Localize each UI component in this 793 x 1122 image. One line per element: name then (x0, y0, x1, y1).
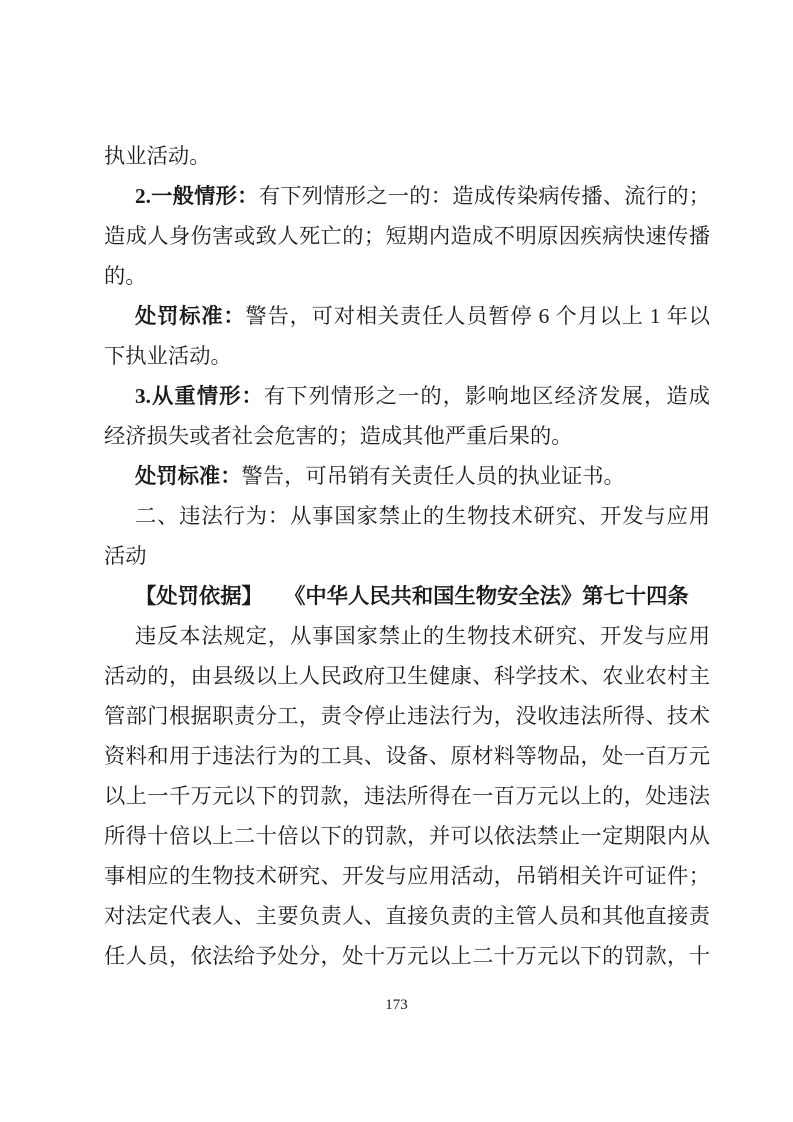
text-run: 活动 (104, 544, 147, 568)
text-run: 所得十倍以上二十倍以下的罚款，并可以依法禁止一定期限内从 (104, 824, 710, 848)
text-line (104, 776, 710, 816)
bold-run: 处罚标准： (135, 304, 246, 328)
text-run: 二、违法行为：从事国家禁止的生物技术研究、开发与应用 (135, 504, 710, 528)
bold-run: 3.从重情形： (135, 384, 264, 408)
document-body-text (104, 136, 710, 976)
text-line (104, 936, 710, 976)
text-line (104, 656, 710, 696)
bold-run: 2.一般情形： (135, 184, 259, 208)
text-line (104, 896, 710, 936)
text-line (104, 816, 710, 856)
text-line (104, 536, 710, 576)
text-run: 经济损失或者社会危害的；造成其他严重后果的。 (104, 424, 573, 448)
page-number: 173 (385, 997, 408, 1013)
text-line (104, 856, 710, 896)
text-line (104, 736, 710, 776)
text-run: 管部门根据职责分工，责令停止违法行为，没收违法所得、技术 (104, 704, 710, 728)
text-run: 对法定代表人、主要负责人、直接负责的主管人员和其他直接责 (104, 904, 710, 928)
text-run: 违反本法规定，从事国家禁止的生物技术研究、开发与应用 (135, 624, 710, 648)
text-line (104, 336, 710, 376)
text-line (104, 216, 710, 256)
text-run: 有下列情形之一的，影响地区经济发展，造成 (263, 384, 710, 408)
text-run: 有下列情形之一的：造成传染病传播、流行的； (258, 184, 710, 208)
text-run: 活动的，由县级以上人民政府卫生健康、科学技术、农业农村主 (104, 664, 710, 688)
text-run: 执业活动。 (104, 144, 211, 168)
bold-run: 处罚标准： (135, 464, 242, 488)
text-line (104, 256, 710, 296)
text-line (104, 296, 710, 336)
text-run: 下执业活动。 (104, 344, 232, 368)
text-run: 任人员，依法给予处分，处十万元以上二十万元以下的罚款，十 (104, 944, 710, 968)
page-footer (0, 995, 793, 1015)
text-run: 事相应的生物技术研究、开发与应用活动，吊销相关许可证件； (104, 864, 710, 888)
text-line (104, 376, 710, 416)
text-run: 以上一千万元以下的罚款，违法所得在一百万元以上的，处违法 (104, 784, 710, 808)
text-line (104, 496, 710, 536)
text-line-penalty-basis-heading (104, 576, 710, 616)
text-run: 警告，可吊销有关责任人员的执业证书。 (241, 464, 625, 488)
text-line (104, 416, 710, 456)
text-line (104, 136, 710, 176)
text-line (104, 696, 710, 736)
text-line (104, 616, 710, 656)
bold-run: 【处罚依据】 《中华人民共和国生物安全法》第七十四条 (135, 584, 689, 608)
text-run: 资料和用于违法行为的工具、设备、原材料等物品，处一百万元 (104, 744, 710, 768)
text-line (104, 176, 710, 216)
text-run: 造成人身伤害或致人死亡的；短期内造成不明原因疾病快速传播 (104, 224, 710, 248)
text-run: 警告，可对相关责任人员暂停 6 个月以上 1 年以 (245, 304, 710, 328)
text-line (104, 456, 710, 496)
text-run: 的。 (104, 264, 147, 288)
